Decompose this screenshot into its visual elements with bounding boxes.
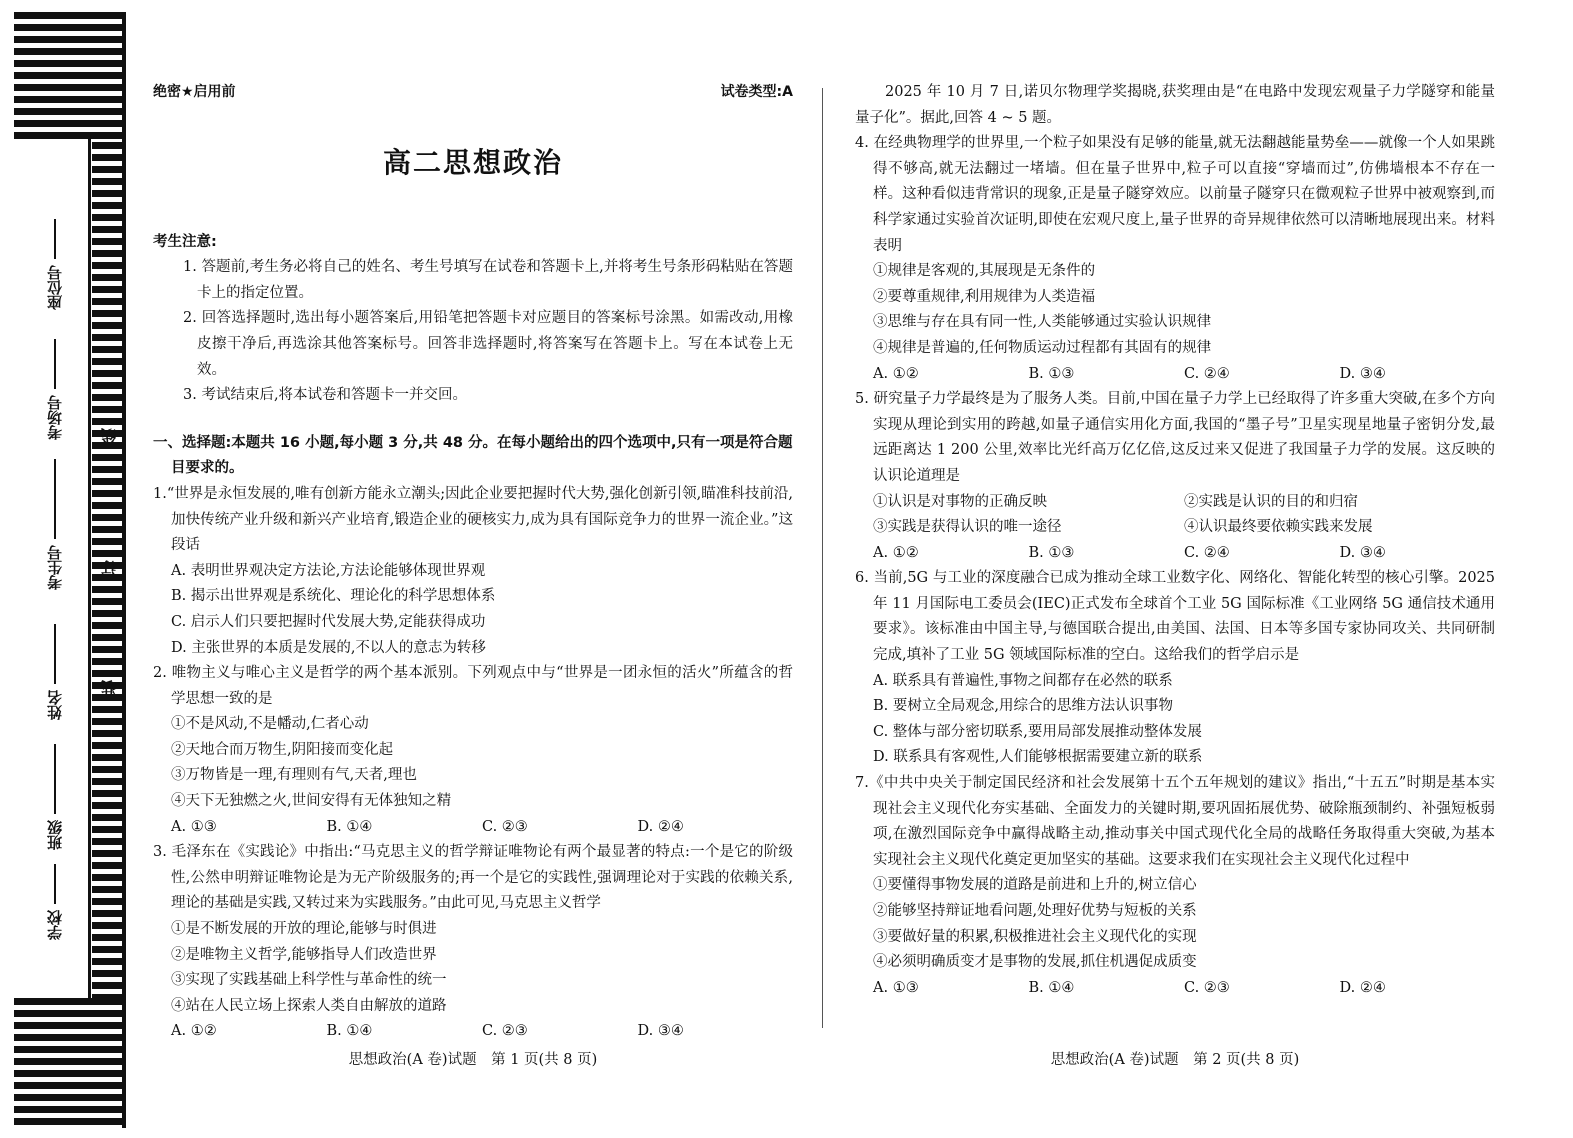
binding-stripe <box>92 970 126 977</box>
question-stem: 1.“世界是永恒发展的,唯有创新方能永立潮头;因此企业要把握时代大势,强化创新引领,瞄准科技前沿,加快传统产业升级和新兴产业培育,锻造企业的硬核实力,成为具有国际竞争力的世界一流企业。”这段话 <box>153 485 793 554</box>
page-title: 高二思想政治 <box>382 145 563 179</box>
option-b[interactable]: B. 揭示出世界观是系统化、理论化的科学思想体系 <box>171 588 496 605</box>
option-c[interactable]: C. ②④ <box>1184 544 1230 561</box>
statement-item: ④天下无独燃之火,世间安得有无体独知之精 <box>171 793 452 810</box>
candidate-number-underline <box>54 459 56 539</box>
binding-stripe <box>14 96 126 103</box>
binding-stripe <box>92 310 126 317</box>
question-2 <box>153 661 793 840</box>
binding-stripe <box>92 190 126 197</box>
statement-item: ③要做好量的积累,积极推进社会主义现代化的实现 <box>873 928 1197 945</box>
binding-stripe <box>92 814 126 821</box>
exam-room-field[interactable] <box>40 330 70 440</box>
binding-stripe <box>92 958 126 965</box>
question-stem: 7.《中共中央关于制定国民经济和社会发展第十五个五年规划的建议》指出,“十五五”时期是基本实现社会主义现代化夯实基础、全面发力的关键时期,要巩固拓展优势、破除瓶颈制约、补强短板弱项,在激烈国际竞争中赢得战略主动,推动事关中国式现代化全局的战略任务取得重大突破,为基本实现社会主义现代化奠定更加坚实的基础。这要求我们在实现社会主义现代化过程中 <box>855 775 1495 868</box>
binding-stripe <box>92 922 126 929</box>
binding-stripe <box>92 346 126 353</box>
name-underline <box>54 624 56 684</box>
statement-item: ③实现了实践基础上科学性与革命性的统一 <box>171 972 447 989</box>
statement-item: ①要懂得事物发展的道路是前进和上升的,树立信心 <box>873 877 1197 894</box>
class-label: 班级 <box>46 820 64 850</box>
binding-stripe <box>92 766 126 773</box>
binding-stripe <box>14 1106 126 1113</box>
seat-number-underline <box>54 219 56 259</box>
question-4 <box>855 131 1495 387</box>
binding-rail <box>122 12 126 1128</box>
statement-item: ①不是风动,不是幡动,仁者心动 <box>171 716 369 733</box>
question-5 <box>855 387 1495 566</box>
binding-stripe <box>14 998 126 1005</box>
class-field[interactable] <box>40 730 70 850</box>
binding-stripe <box>92 490 126 497</box>
binding-stripe <box>92 334 126 341</box>
binding-stripe <box>92 850 126 857</box>
answer-options <box>855 362 1495 388</box>
binding-stripe <box>92 838 126 845</box>
name-label: 姓名 <box>46 690 64 720</box>
option-b[interactable]: B. ①③ <box>1028 544 1075 561</box>
binding-stripe <box>14 1046 126 1053</box>
binding-stripe <box>92 718 126 725</box>
question-6 <box>855 566 1495 771</box>
binding-stripe <box>92 466 126 473</box>
binding-stripe <box>92 502 126 509</box>
binding-stripe <box>92 526 126 533</box>
binding-stripe <box>14 84 126 91</box>
question-7 <box>855 771 1495 1001</box>
binding-stripe <box>14 108 126 115</box>
binding-stripe <box>14 36 126 43</box>
binding-stripe <box>92 262 126 269</box>
binding-stripe <box>92 946 126 953</box>
binding-stripe <box>92 790 126 797</box>
question-1 <box>153 482 793 661</box>
statement-item: ③思维与存在具有同一性,人类能够通过实验认识规律 <box>873 314 1212 331</box>
binding-stripe <box>92 862 126 869</box>
option-a[interactable]: A. 联系具有普遍性,事物之间都存在必然的联系 <box>873 672 1173 689</box>
binding-stripe <box>92 238 126 245</box>
question-3 <box>153 840 793 1045</box>
binding-stripe <box>14 1118 126 1125</box>
binding-stripe <box>92 538 126 545</box>
option-d[interactable]: D. ③④ <box>1339 365 1386 382</box>
statement-item: ②天地合而万物生,阴阳接而变化起 <box>171 741 394 758</box>
option-c[interactable]: C. ②③ <box>1184 979 1230 996</box>
binding-stripe <box>14 60 126 67</box>
binding-stripe <box>92 898 126 905</box>
binding-stripe <box>92 406 126 413</box>
binding-stripe <box>14 1082 126 1089</box>
binding-stripe <box>14 1010 126 1017</box>
statement-item: ②要尊重规律,利用规律为人类造福 <box>873 288 1096 305</box>
statement-item: ④规律是普遍的,任何物质运动过程都有其固有的规律 <box>873 339 1212 356</box>
cut-mark-line: 线 <box>100 428 118 443</box>
binding-stripe <box>92 730 126 737</box>
notice-item: 2. 回答选择题时,选出每小题答案后,用铅笔把答题卡对应题目的答案标号涂黑。如需改动,用橡皮擦干净后,再选涂其他答案标号。回答非选择题时,将答案写在答题卡上。写在本试卷上无效。 <box>183 310 793 378</box>
option-b[interactable]: B. ①④ <box>326 818 373 835</box>
option-c[interactable]: C. 启示人们只要把握时代发展大势,定能获得成功 <box>171 613 486 630</box>
statement-item: ④认识最终要依赖实践来发展 <box>1184 519 1373 536</box>
notice-item: 1. 答题前,考生务必将自己的姓名、考生号填写在试卷和答题卡上,并将考生号条形码粘贴在答题卡上的指定位置。 <box>183 259 793 301</box>
candidate-number-field[interactable] <box>40 440 70 590</box>
statement-item: ②实践是认识的目的和归宿 <box>1184 493 1358 510</box>
statement-item: ①规律是客观的,其展现是无条件的 <box>873 263 1096 280</box>
binding-stripe <box>92 982 126 989</box>
option-c[interactable]: C. ②③ <box>482 818 528 835</box>
binding-stripe <box>92 826 126 833</box>
binding-stripe <box>92 658 126 665</box>
binding-stripe <box>92 694 126 701</box>
option-c[interactable]: C. ②③ <box>482 1023 528 1040</box>
binding-stripe <box>92 802 126 809</box>
binding-stripe <box>92 754 126 761</box>
binding-stripe <box>92 226 126 233</box>
exam-room-underline <box>54 339 56 389</box>
option-a[interactable]: A. ①② <box>873 365 919 382</box>
page-header <box>153 80 793 106</box>
option-a[interactable]: A. ①② <box>873 544 919 561</box>
option-d[interactable]: D. 联系具有客观性,人们能够根据需要建立新的联系 <box>873 749 1203 766</box>
question-stem: 3. 毛泽东在《实践论》中指出:“马克思主义的哲学辩证唯物论有两个最显著的特点:一个是它的阶级性,公然申明辩证唯物论是为无产阶级服务的;再一个是它的实践性,强调理论对于实践的依赖关系,理论的基础是实践,又转过来为实践服务。”由此可见,马克思主义哲学 <box>153 844 793 912</box>
binding-stripe <box>92 478 126 485</box>
page-2 <box>855 80 1495 1001</box>
binding-stripe <box>14 1070 126 1077</box>
binding-stripe <box>92 742 126 749</box>
binding-stripe <box>92 370 126 377</box>
answer-options <box>153 1019 793 1045</box>
seat-number-field[interactable] <box>40 200 70 310</box>
option-c[interactable]: C. 整体与部分密切联系,要用局部发展推动整体发展 <box>873 723 1202 740</box>
option-d[interactable]: D. 主张世界的本质是发展的,不以人的意志为转移 <box>171 639 486 656</box>
cut-mark-install: 装 <box>100 680 118 695</box>
option-c[interactable]: C. ②④ <box>1184 365 1230 382</box>
binding-stripe <box>92 574 126 581</box>
binding-stripe <box>14 12 126 19</box>
binding-stripe <box>92 454 126 461</box>
statement-item: ①认识是对事物的正确反映 <box>873 493 1047 510</box>
binding-stripe <box>14 1034 126 1041</box>
binding-stripe <box>14 24 126 31</box>
statement-row <box>855 515 1495 541</box>
binding-stripe <box>92 910 126 917</box>
question-stem: 6. 当前,5G 与工业的深度融合已成为推动全球工业数字化、网络化、智能化转型的核心引擎。2025 年 11 月国际电工委员会(IEC)正式发布全球首个工业 5G 国际标准《工业网络 5G 通信技术通用要求》。该标准由中国主导,与德国联合提出,由美国、法国、日本等多国专家协同攻关、共同研制完成,填补了工业 5G 领域国际标准的空白。这给我们的哲学启示是 <box>855 570 1495 664</box>
notice-item: 3. 考试结束后,将本试卷和答题卡一并交回。 <box>183 387 468 404</box>
binding-stripe <box>14 1058 126 1065</box>
seat-number-label: 座位号 <box>46 265 64 310</box>
binding-stripe <box>92 394 126 401</box>
option-d[interactable]: D. ③④ <box>1339 544 1386 561</box>
binding-stripe <box>92 514 126 521</box>
statement-item: ④必须明确质变才是事物的发展,抓住机遇促成质变 <box>873 954 1197 971</box>
option-b[interactable]: B. ①④ <box>326 1023 373 1040</box>
school-field[interactable] <box>40 860 70 940</box>
binding-stripe <box>92 706 126 713</box>
option-a[interactable]: A. ①③ <box>873 979 919 996</box>
binding-stripe <box>92 214 126 221</box>
binding-stripe <box>92 610 126 617</box>
binding-stripe <box>92 382 126 389</box>
binding-stripe <box>92 586 126 593</box>
statement-item: ④站在人民立场上探索人类自由解放的道路 <box>171 997 447 1014</box>
binding-rail <box>88 135 91 999</box>
binding-stripe <box>92 874 126 881</box>
page-1 <box>153 80 793 1045</box>
binding-stripe <box>92 646 126 653</box>
binding-stripe <box>92 298 126 305</box>
question-stem: 5. 研究量子力学最终是为了服务人类。目前,中国在量子力学上已经取得了许多重大突破,在多个方向实现从理论到实用的跨越,如量子通信实用化方面,我国的“墨子号”卫星实现星地量子密钥分发,最远距离达 1 200 公里,效率比光纤高万亿亿倍,这反过来又促进了我国量子力学的发展。这反映的认识论道理是 <box>855 391 1495 484</box>
name-field[interactable] <box>40 600 70 720</box>
statement-item: ③万物皆是一理,有理则有气,天者,理也 <box>171 767 417 784</box>
answer-options <box>855 541 1495 567</box>
option-b[interactable]: B. ①④ <box>1028 979 1075 996</box>
class-underline <box>54 744 56 814</box>
school-label: 学校 <box>46 910 64 940</box>
binding-stripe <box>92 250 126 257</box>
section-heading: 一、选择题:本题共 16 小题,每小题 3 分,共 48 分。在每小题给出的四个选项中,只有一项是符合题目要求的。 <box>153 434 793 477</box>
option-b[interactable]: B. ①③ <box>1028 365 1075 382</box>
statement-item: ③实践是获得认识的唯一途径 <box>873 519 1062 536</box>
question-stem: 2. 唯物主义与唯心主义是哲学的两个基本派别。下列观点中与“世界是一团永恒的活火”所蕴含的哲学思想一致的是 <box>153 665 793 707</box>
statement-item: ②是唯物主义哲学,能够指导人们改造世界 <box>171 946 437 963</box>
binding-stripe <box>14 48 126 55</box>
cut-mark-bind: 订 <box>100 560 118 575</box>
option-a[interactable]: A. 表明世界观决定方法论,方法论能够体现世界观 <box>171 562 486 579</box>
answer-options <box>855 976 1495 1002</box>
binding-stripe <box>92 550 126 557</box>
binding-stripe <box>92 142 126 149</box>
binding-stripes <box>0 0 140 1138</box>
binding-stripe <box>92 622 126 629</box>
binding-stripe <box>14 1094 126 1101</box>
option-d[interactable]: D. ②④ <box>637 818 684 835</box>
binding-stripe <box>92 166 126 173</box>
binding-stripe <box>92 442 126 449</box>
binding-stripe <box>92 418 126 425</box>
binding-stripe <box>92 934 126 941</box>
binding-stripe <box>92 886 126 893</box>
binding-stripe <box>92 598 126 605</box>
binding-stripe <box>92 778 126 785</box>
option-a[interactable]: A. ①② <box>171 1023 217 1040</box>
binding-stripe <box>92 154 126 161</box>
page-2-footer: 思想政治(A 卷)试题 第 2 页(共 8 页) <box>1050 1052 1300 1068</box>
option-b[interactable]: B. 要树立全局观念,用综合的思维方法认识事物 <box>873 698 1173 715</box>
binding-stripe <box>92 634 126 641</box>
statement-item: ②能够坚持辩证地看问题,处理好优势与短板的关系 <box>873 903 1197 919</box>
option-a[interactable]: A. ①③ <box>171 818 217 835</box>
binding-stripe <box>14 72 126 79</box>
candidate-number-label: 考生号 <box>46 545 64 590</box>
option-d[interactable]: D. ②④ <box>1339 979 1386 996</box>
answer-options <box>153 815 793 841</box>
binding-stripe <box>14 1022 126 1029</box>
binding-stripe <box>92 202 126 209</box>
binding-stripe <box>92 274 126 281</box>
material-intro: 2025 年 10 月 7 日,诺贝尔物理学奖揭晓,获奖理由是“在电路中发现宏观量子力学隧穿和能量量子化”。据此,回答 4 ~ 5 题。 <box>855 84 1495 126</box>
binding-stripe <box>92 358 126 365</box>
binding-stripe <box>90 135 126 139</box>
binding-stripe <box>92 322 126 329</box>
statement-row <box>855 490 1495 516</box>
binding-stripe <box>14 120 126 127</box>
binding-margin <box>0 0 140 1138</box>
column-divider <box>822 88 823 1028</box>
school-underline <box>54 864 56 904</box>
paper-type: 试卷类型:A <box>720 84 793 100</box>
exam-room-label: 考场号 <box>46 395 64 440</box>
secret-mark: 绝密★启用前 <box>153 84 236 100</box>
page-1-footer: 思想政治(A 卷)试题 第 1 页(共 8 页) <box>348 1052 598 1068</box>
notice-title: 考生注意: <box>153 233 217 250</box>
binding-stripe <box>92 286 126 293</box>
binding-stripe <box>92 178 126 185</box>
question-stem: 4. 在经典物理学的世界里,一个粒子如果没有足够的能量,就无法翻越能量势垒——就像一个人如果跳得不够高,就无法翻过一堵墙。但在量子世界中,粒子可以直接“穿墙而过”,仿佛墙根本不存在一样。这种看似违背常识的现象,正是量子隧穿效应。以前量子隧穿只在微观粒子世界中被观察到,而科学家通过实验首次证明,即使在宏观尺度上,量子世界的奇异规律依然可以清晰地展现出来。材料表明 <box>855 135 1495 254</box>
option-d[interactable]: D. ③④ <box>637 1023 684 1040</box>
statement-item: ①是不断发展的开放的理论,能够与时俱进 <box>171 921 437 938</box>
binding-stripe <box>92 670 126 677</box>
